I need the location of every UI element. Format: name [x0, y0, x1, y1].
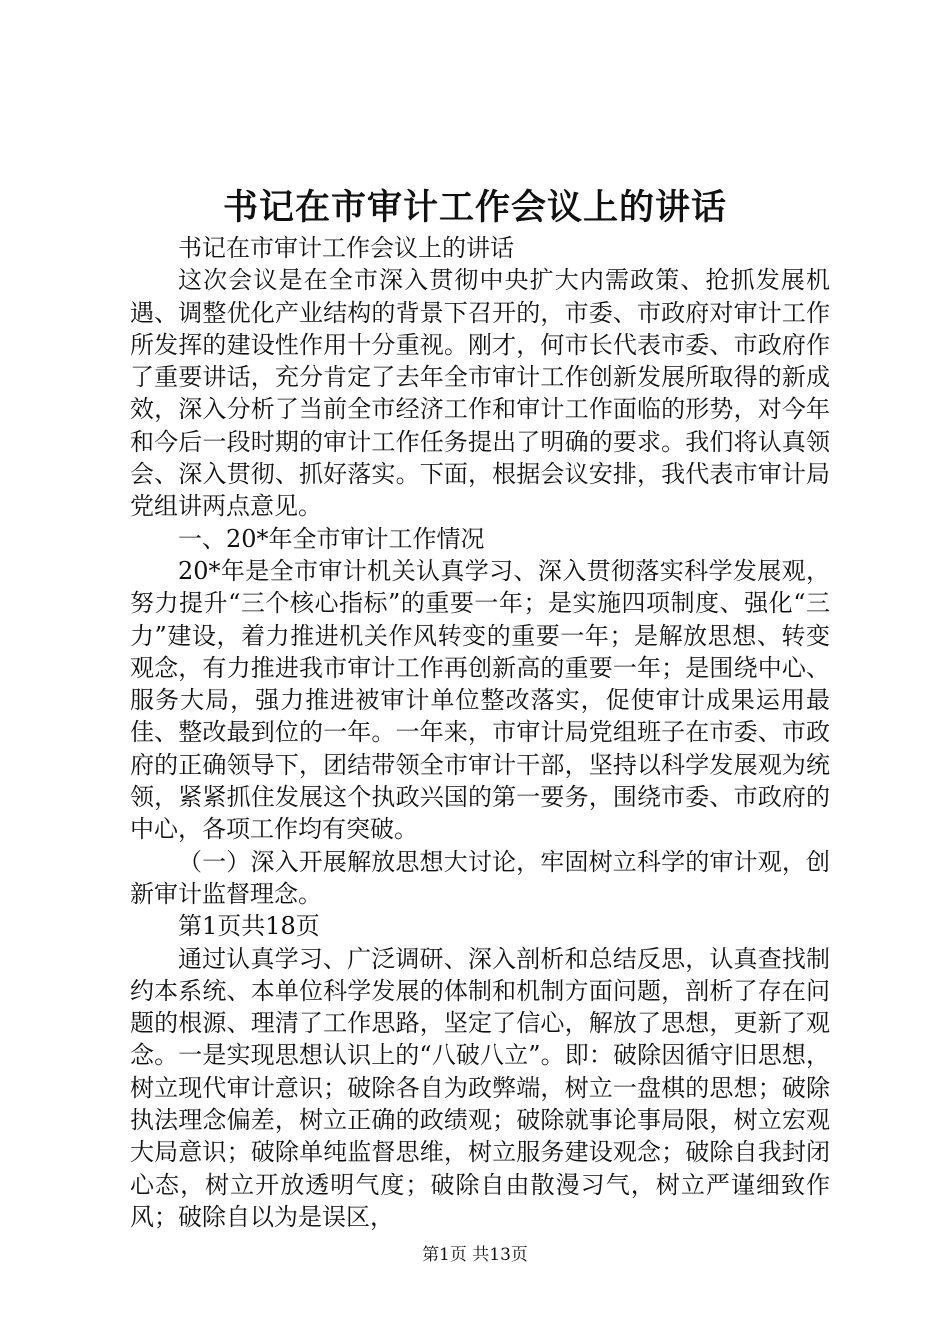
subsection-heading-1: （一）深入开展解放思想大讨论，牢固树立科学的审计观，创新审计监督理念。	[130, 847, 830, 908]
document-body	[130, 232, 830, 1233]
page-footer: 第1页 共13页	[422, 1245, 528, 1265]
body-paragraph-details: 通过认真学习、广泛调研、深入剖析和总结反思，认真查找制约本系统、本单位科学发展的体制和机制方面问题，剖析了存在问题的根源、理清了工作思路，坚定了信心，解放了思想，更新了观念。一是实现思想认识上的“八破八立”。即：破除因循守旧思想，树立现代审计意识；破除各自为政弊端，树立一盘棋的思想；破除执法理念偏差，树立正确的政绩观；破除就事论事局限，树立宏观大局意识；破除单纯监督思维，树立服务建设观念；破除自我封闭心态，树立开放透明气度；破除自由散漫习气，树立严谨细致作风；破除自以为是误区，	[130, 944, 830, 1231]
document-title: 书记在市审计工作会议上的讲话	[222, 187, 727, 228]
inline-page-marker: 第1页共18页	[178, 912, 320, 941]
body-paragraph-intro: 这次会议是在全市深入贯彻中央扩大内需政策、抢抓发展机遇、调整优化产业结构的背景下召开的，市委、市政府对审计工作所发挥的建设性作用十分重视。刚才，何市长代表市委、市政府作了重要讲话，充分肯定了去年全市审计工作创新发展所取得的新成效，深入分析了当前全市经济工作和审计工作面临的形势，对今年和今后一段时期的审计工作任务提出了明确的要求。我们将认真领会、深入贯彻、抓好落实。下面，根据会议安排，我代表市审计局党组讲两点意见。	[130, 266, 830, 521]
body-paragraph-heading: 书记在市审计工作会议上的讲话	[178, 234, 514, 262]
body-paragraph-summary: 20*年是全市审计机关认真学习、深入贯彻落实科学发展观，努力提升“三个核心指标”的重要一年；是实施四项制度、强化“三力”建设，着力推进机关作风转变的重要一年；是解放思想、转变观念，有力推进我市审计工作再创新高的重要一年；是围绕中心、服务大局，强力推进被审计单位整改落实，促使审计成果运用最佳、整改最到位的一年。一年来，市审计局党组班子在市委、市政府的正确领导下，团结带领全市审计干部，坚持以科学发展观为统领，紧紧抓住发展这个执政兴国的第一要务，围绕市委、市政府的中心，各项工作均有突破。	[130, 556, 830, 844]
section-heading-1: 一、20*年全市审计工作情况	[178, 524, 485, 553]
